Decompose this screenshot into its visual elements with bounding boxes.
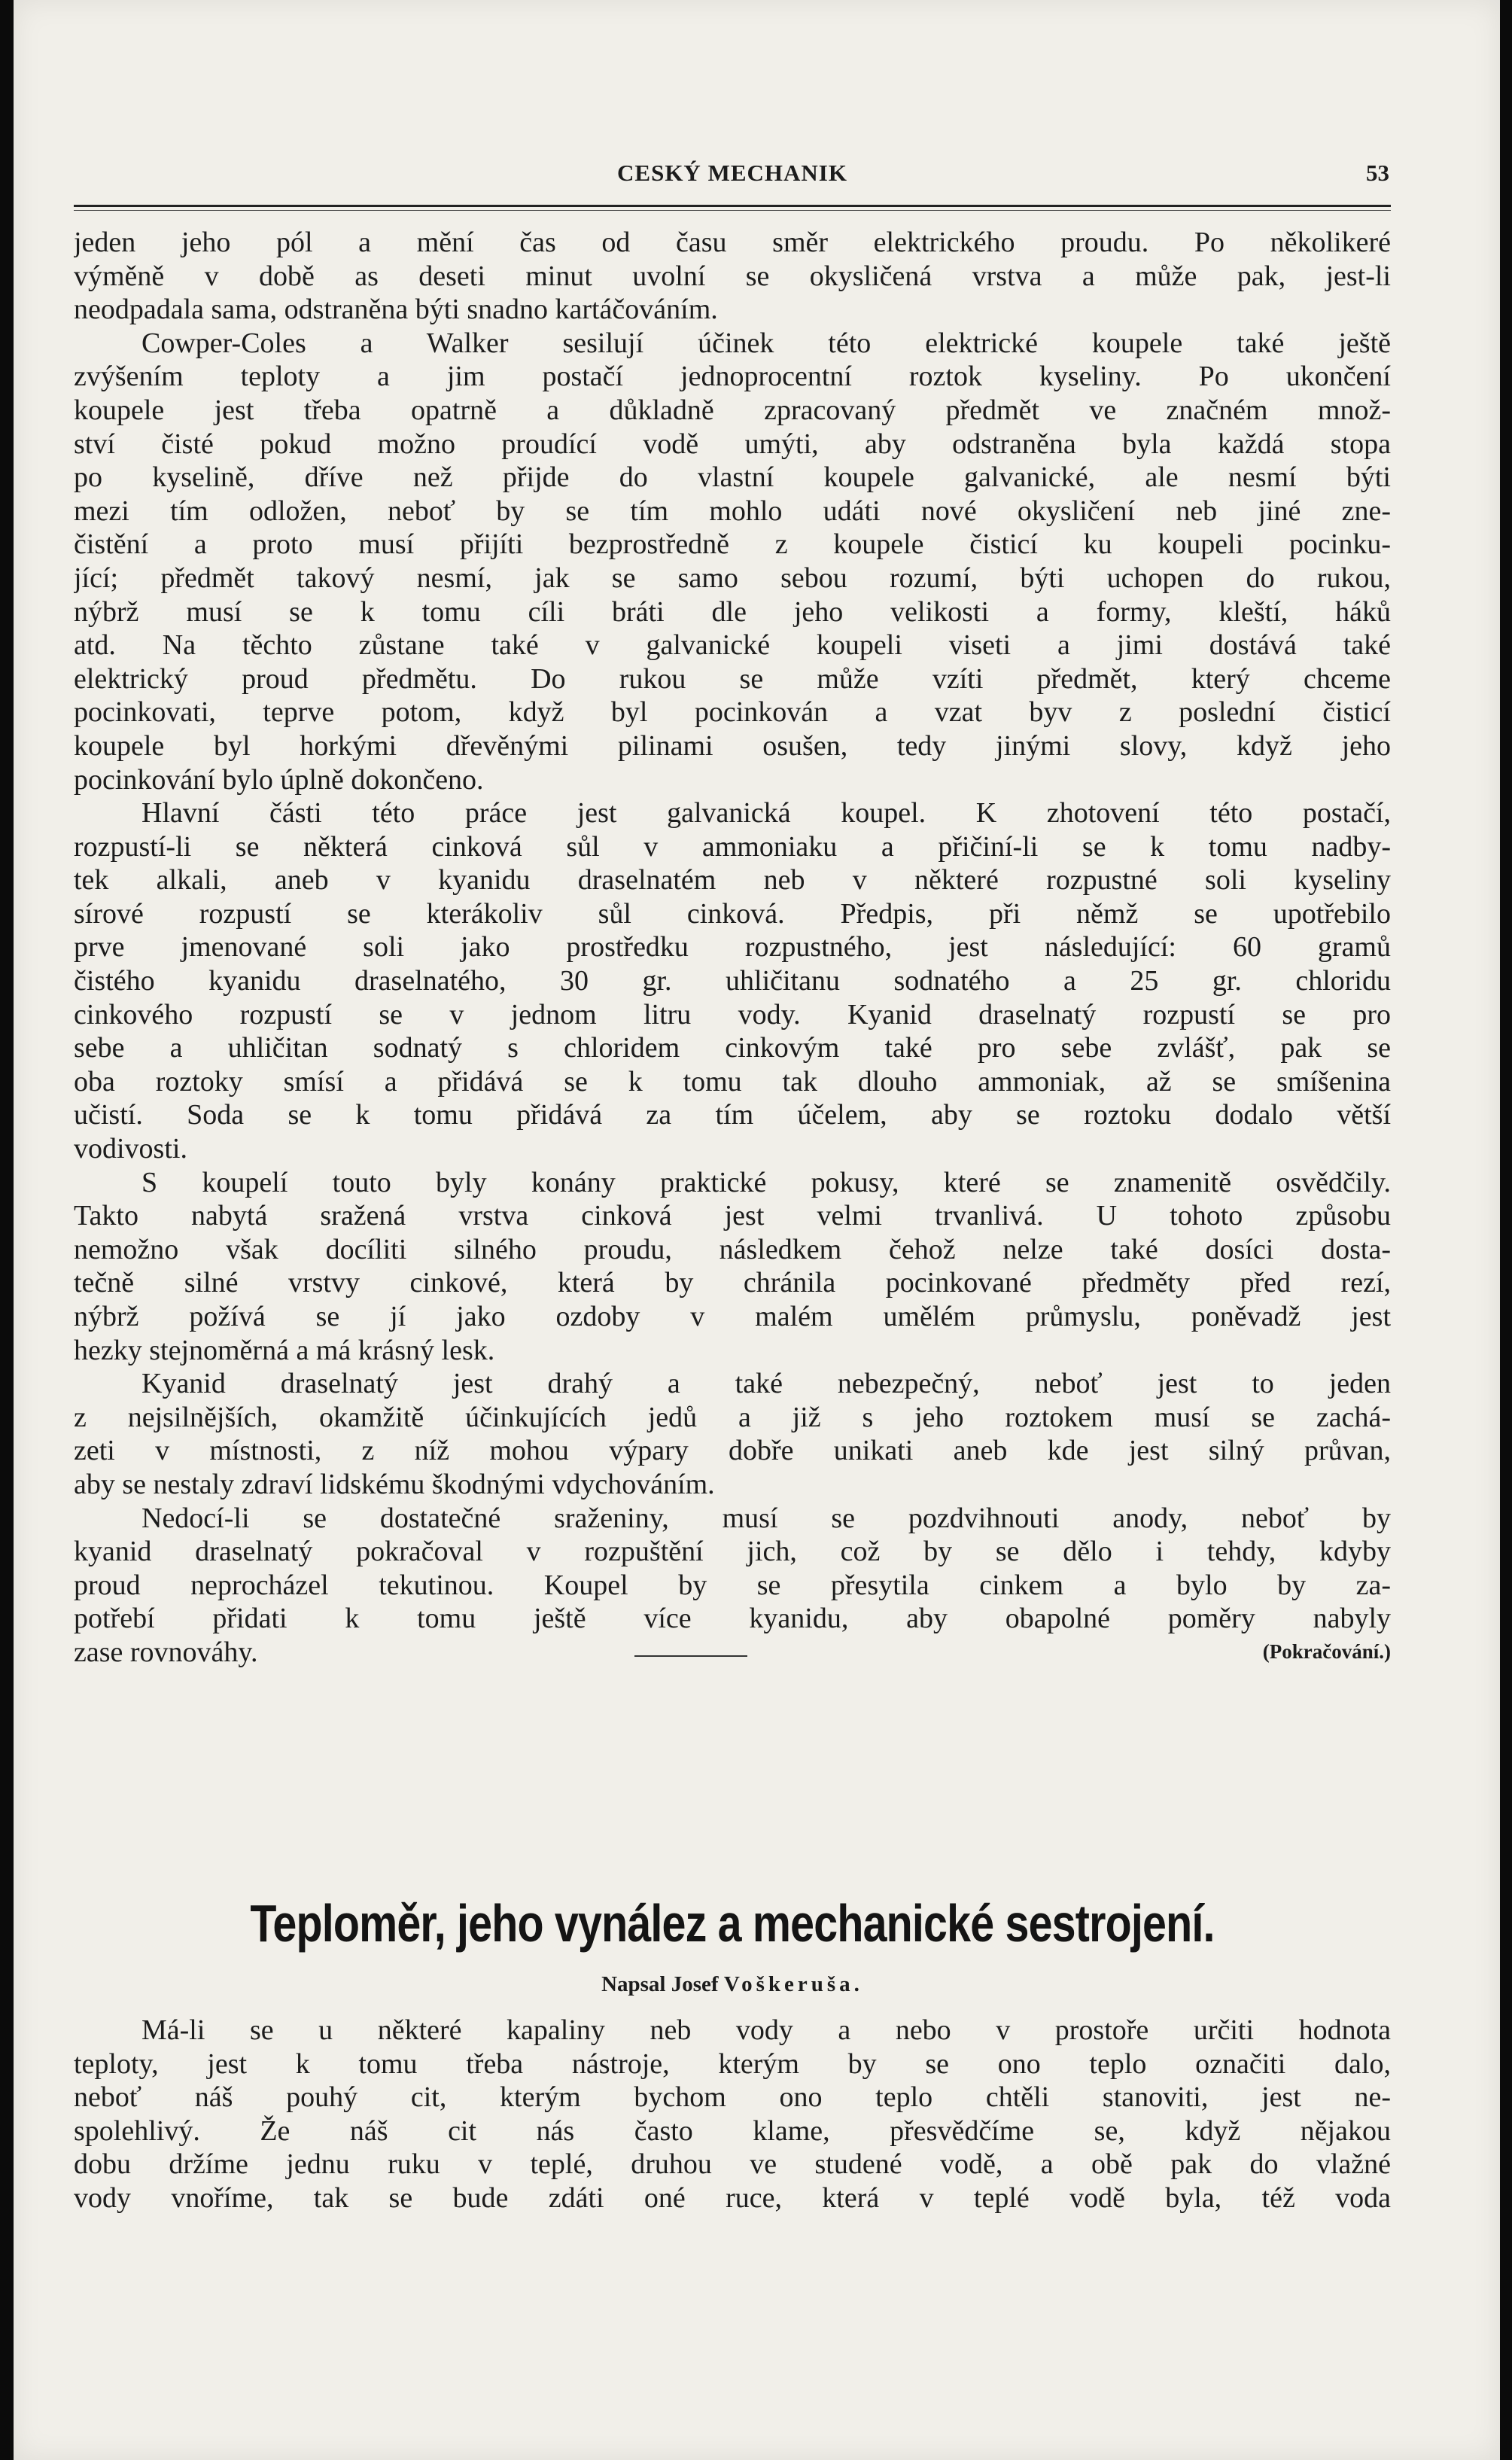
text-line: zase rovnováhy. xyxy=(74,1636,258,1668)
text-line: S koupelí touto byly konány praktické pokusy, které se znamenitě osvědčily. xyxy=(141,1166,1391,1198)
text-line: Takto nabytá sražená vrstva cinková jest velmi trvanlivá. U tohoto způsobu xyxy=(74,1200,1391,1232)
page-number: 53 xyxy=(1366,160,1389,186)
text-line: vodivosti. xyxy=(74,1133,187,1165)
text-line: koupele byl horkými dřevěnými pilinami osušen, tedy jinými slovy, když jeho xyxy=(74,729,1391,762)
text-line: Kyanid draselnatý jest drahý a také nebezpečný, neboť jest to jeden xyxy=(141,1368,1391,1400)
text-line: pocinkování bylo úplně dokončeno. xyxy=(74,763,484,796)
text-line: po kyselině, dříve než přijde do vlastní koupele galvanické, ale nesmí býti xyxy=(74,461,1391,494)
text-line: kyanid draselnatý pokračoval v rozpuštění jich, což by se dělo i tehdy, kdyby xyxy=(74,1536,1391,1568)
text-line: pocinkovati, teprve potom, když byl pocinkován a vzat byv z poslední čisticí xyxy=(74,696,1391,729)
text-line: nemožno však docíliti silného proudu, následkem čehož nelze také dosíci dosta- xyxy=(74,1233,1391,1265)
text-line: sírové rozpustí se kterákoliv sůl cinková. Předpis, při němž se upotřebilo xyxy=(74,897,1391,930)
header-rule xyxy=(74,205,1391,207)
running-title: CESKÝ MECHANIK xyxy=(617,160,847,186)
text-line: prve jmenované soli jako prostředku rozpustného, jest následující: 60 gramů xyxy=(74,931,1391,964)
text-line: dobu držíme jednu ruku v teplé, druhou ve studené vodě, a obě pak do vlažné xyxy=(74,2148,1391,2181)
text-line: rozpustí-li se některá cinková sůl v ammoniaku a přičiní-li se k tomu nadby- xyxy=(74,830,1391,863)
byline-prefix: Napsal Josef xyxy=(601,1972,719,1996)
text-line: neodpadala sama, odstraněna býti snadno kartáčováním. xyxy=(74,294,718,326)
section-divider xyxy=(634,1655,747,1657)
text-line: vody vnoříme, tak se bude zdáti oné ruce, která v teplé vodě byla, též voda xyxy=(74,2181,1391,2214)
text-line: spolehlivý. Že náš cit nás často klame, přesvědčíme se, když nějakou xyxy=(74,2114,1391,2147)
byline-author: Voškeruša. xyxy=(723,1972,863,1996)
text-line: oba roztoky smísí a přidává se k tomu tak dlouho ammoniak, až se smíšenina xyxy=(74,1065,1391,1098)
text-line: tek alkali, aneb v kyanidu draselnatém neb v některé rozpustné soli kyseliny xyxy=(74,864,1391,897)
closing-row xyxy=(74,1636,1391,1670)
text-line: jící; předmět takový nesmí, jak se samo sebou rozumí, býti uchopen do rukou, xyxy=(74,562,1391,594)
text-line: potřebí přidati k tomu ještě více kyanidu, aby obapolné poměry nabyly xyxy=(74,1603,1391,1635)
text-line: zvýšením teploty a jim postačí jednoprocentní roztok kyseliny. Po ukončení xyxy=(74,361,1391,393)
text-line: Má-li se u některé kapaliny neb vody a nebo v prostoře určiti hodnota xyxy=(141,2014,1391,2046)
text-line: nýbrž požívá se jí jako ozdoby v malém umělém průmyslu, poněvadž jest xyxy=(74,1301,1391,1332)
text-line: čistého kyanidu draselnatého, 30 gr. uhličitanu sodnatého a 25 gr. chloridu xyxy=(74,965,1391,997)
text-line: učistí. Soda se k tomu přidává za tím účelem, aby se roztoku dodalo větší xyxy=(74,1099,1391,1131)
text-line: Cowper-Coles a Walker sesilují účinek této elektrické koupele také ještě xyxy=(141,327,1391,359)
text-line: nýbrž musí se k tomu cíli bráti dle jeho velikosti a formy, kleští, háků xyxy=(74,595,1391,628)
text-line: proud neprocházel tekutinou. Koupel by se přesytila cinkem a bylo by za- xyxy=(74,1569,1391,1601)
scan-edge xyxy=(1500,0,1512,2460)
continued-label: (Pokračování.) xyxy=(1262,1639,1391,1663)
text-line: hezky stejnoměrná a má krásný lesk. xyxy=(74,1334,495,1366)
text-line: tečně silné vrstvy cinkové, která by chránila pocinkované předměty před rezí, xyxy=(74,1267,1391,1299)
article-byline xyxy=(74,1972,1391,1997)
text-line: neboť náš pouhý cit, kterým bychom ono teplo chtěli stanoviti, jest ne- xyxy=(74,2081,1391,2114)
text-line: teploty, jest k tomu třeba nástroje, kterým by se ono teplo označiti dalo, xyxy=(74,2047,1391,2080)
text-line: výměně v době as deseti minut uvolní se okysličená vrstva a může pak, jest-li xyxy=(74,260,1391,292)
new-article-body xyxy=(74,2014,1391,2215)
text-line: atd. Na těchto zůstane také v galvanické koupeli viseti a jimi dostává také xyxy=(74,629,1391,662)
text-line: koupele jest třeba opatrně a důkladně zpracovaný předmět ve značném množ- xyxy=(74,394,1391,426)
article-title: Teploměr, jeho vynález a mechanické sestrojení. xyxy=(250,1894,1215,1953)
text-line: sebe a uhličitan sodnatý s chloridem cinkovým také pro sebe zvlášť, pak se xyxy=(74,1032,1391,1064)
text-line: Nedocí-li se dostatečné sraženiny, musí se pozdvihnouti anody, neboť by xyxy=(141,1502,1391,1534)
header-rule-thin xyxy=(74,210,1391,211)
text-line: cinkového rozpustí se v jednom litru vody. Kyanid draselnatý rozpustí se pro xyxy=(74,998,1391,1031)
text-line: elektrický proud předmětu. Do rukou se může vzíti předmět, který chceme xyxy=(74,662,1391,695)
text-line: mezi tím odložen, neboť by se tím mohlo udáti nové okysličení neb jiné zne- xyxy=(74,495,1391,527)
page-header xyxy=(74,160,1391,190)
text-line: Hlavní části této práce jest galvanická koupel. K zhotovení této postačí, xyxy=(141,797,1391,830)
text-line: zeti v místnosti, z níž mohou výpary dobře unikati aneb kde jest silný průvan, xyxy=(74,1435,1391,1467)
text-line: ství čisté pokud možno proudící vodě umýti, aby odstraněna byla každá stopa xyxy=(74,428,1391,460)
continued-article-body xyxy=(74,226,1391,1670)
text-line: čistění a proto musí přijíti bezprostředně z koupele čisticí ku koupeli pocinku- xyxy=(74,528,1391,561)
text-line: z nejsilnějších, okamžitě účinkujících jedů a již s jeho roztokem musí se zachá- xyxy=(74,1401,1391,1433)
text-line: jeden jeho pól a mění čas od času směr elektrického proudu. Po několikeré xyxy=(74,227,1391,258)
page-sheet xyxy=(14,0,1500,2460)
text-line: aby se nestaly zdraví lidskému škodnými vdychováním. xyxy=(74,1468,715,1500)
